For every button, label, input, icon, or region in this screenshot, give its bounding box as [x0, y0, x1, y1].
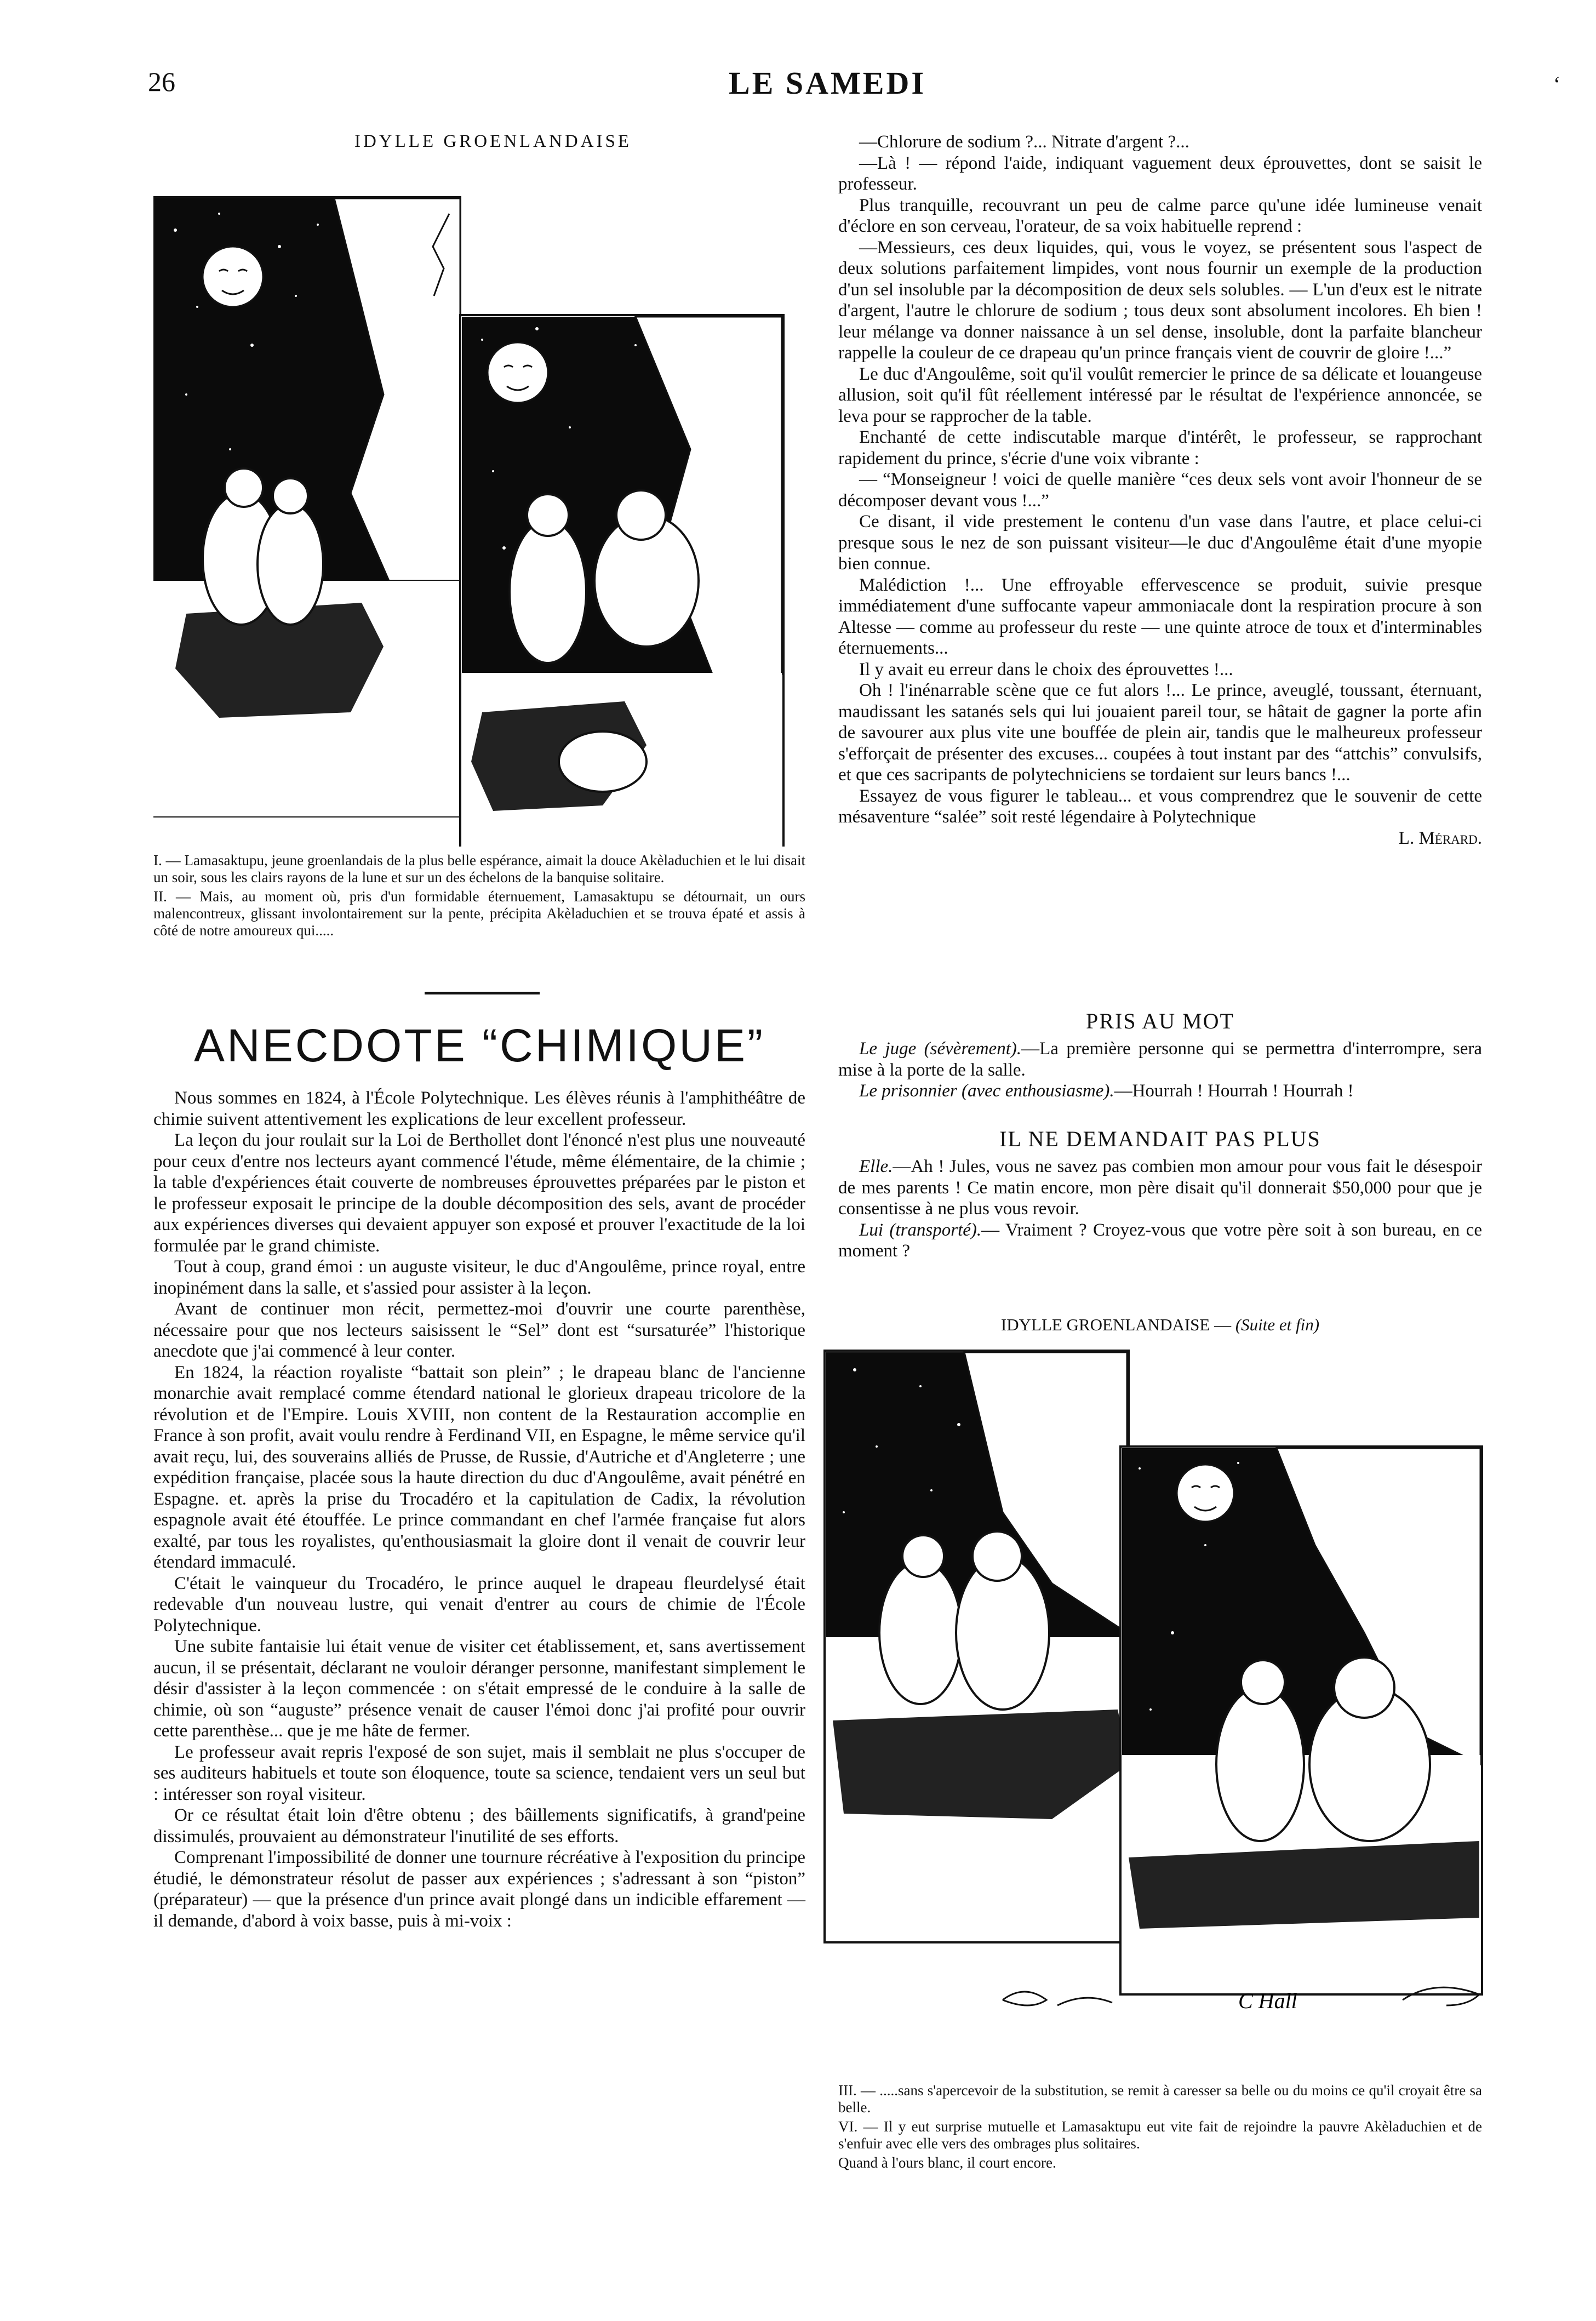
eskimo-akeladuchien-i	[258, 504, 323, 625]
caption-end: Quand à l'ours blanc, il court encore.	[838, 2154, 1056, 2171]
line: —Ah ! Jules, vous ne savez pas combien mon amour pour vous fait le désespoir de mes parents ! Ce matin encore, mon père disait qu'il donnerait $50,000 pour que je consentisse à ne plus vous revoir.	[838, 1157, 1482, 1219]
paragraph: En 1824, la réaction royaliste “battait son plein” ; le drapeau blanc de l'ancienne monarchie avait remplacé comme étendard national le glorieux drapeau tricolore de la révolution et de l'Empire. Louis XVIII, non content de la Restauration accomplie en France à son profit, avait voulu rendre à Ferdinand VII, en Espagne, le même service qu'il avait reçu, lui, des souverains alliés de Prusse, de Russie, d'Autriche et d'Angleterre ; une expédition française, placée sous la haute direction du duc d'Angoulême, avait pénétré en Espagne. et. après la prise du Trocadéro et la capitulation de Cadix, la révolution espagnole avait été étouffée. Le prince commandant en chef l'armée française fut alors exalté, par tous les royalistes, qu'enthousiasmait la gloire dont il venait de couvrir leur étendard immaculé.	[153, 1362, 805, 1572]
speaker: Le prisonnier (avec enthousiasme).	[859, 1081, 1114, 1101]
paragraph: Or ce résultat était loin d'être obtenu ; des bâillements significatifs, à grand'peine dissimulés, prouvaient au démonstrateur l'inutilité de ses efforts.	[153, 1805, 805, 1846]
moon-face-iv	[1177, 1465, 1234, 1522]
paragraph: Une subite fantaisie lui était venue de visiter cet établissement, et, sans avertissement aucun, il se présentait, déclarant ne vouloir déranger personne, manifestant simplement le désir d'assister à la leçon commencée : on s'était empressé de le conduire à la salle de chimie, où son “auguste” présence venait de causer l'émoi donc j'ai profité pour ouvrir cette parenthèse... que je me hâte de fermer.	[153, 1637, 805, 1741]
paragraph: Avant de continuer mon récit, permettez-moi d'ouvrir une courte parenthèse, nécessaire pour que nos lecteurs saisissent le “Sel” dont est “sursaturée” l'historique anecdote que j'ai commencé à leur conter.	[153, 1299, 805, 1361]
eskimo-sneezing-ii	[510, 521, 586, 663]
eskimo-iii	[879, 1562, 962, 1704]
right-column	[838, 132, 1482, 849]
demandait-title: IL NE DEMANDAIT PAS PLUS	[999, 1127, 1321, 1151]
pris-au-mot-title: PRIS AU MOT	[1086, 1009, 1234, 1033]
paragraph: Essayez de vous figurer le tableau... et vous comprendrez que le souvenir de cette mésaventure “salée” soit resté légendaire à Polytechnique	[838, 786, 1482, 827]
anecdote-title: ANECDOTE “CHIMIQUE”	[194, 1020, 765, 1071]
paragraph: —Messieurs, ces deux liquides, qui, vous le voyez, se présentent sous l'aspect de deux solutions parfaitement limpides, vont nous fournir un exemple de la production d'un sel insoluble par la décomposition de deux sels solubles. — L'un d'eux est le nitrate d'argent, l'autre le chlorure de sodium ; tous deux sont absolument incolores. Eh bien ! leur mélange va donner naissance à un sel dense, insoluble, dont la parfaite blancheur rappelle la couleur de ce drapeau qu'un prince français vient de couvrir de gloire !...”	[838, 237, 1482, 363]
pris-au-mot-body	[838, 1038, 1482, 1102]
speaker: Elle.	[859, 1157, 893, 1176]
paragraph: Ce disant, il vide prestement le contenu d'un vase dans l'autre, et place celui-ci presque sous le nez de son puissant visiteur—le duc d'Angoulême était d'une myopie bien connue.	[838, 512, 1482, 574]
idylle2-suffix: (Suite et fin)	[1235, 1315, 1320, 1334]
paragraph: Le professeur avait repris l'exposé de son sujet, mais il semblait ne plus s'occuper de ses auditeurs habituels et toute son éloquence, toute sa science, tendaient vers un seul but : intéresser son royal visiteur.	[153, 1742, 805, 1804]
idylle2-captions	[838, 2082, 1482, 2174]
demandait-body	[838, 1156, 1482, 1262]
corner-mark: ʻ	[1553, 72, 1561, 96]
speaker: Le juge (sévèrement).	[859, 1039, 1022, 1059]
paragraph: Plus tranquille, recouvrant un peu de calme parce qu'une idée lumineuse venait d'éclore en son cerveau, l'orateur, de sa voix habituelle reprend :	[838, 195, 1482, 236]
speaker: Lui (transporté).	[859, 1220, 982, 1240]
paragraph: —Là ! — répond l'aide, indiquant vaguement deux éprouvettes, dont se saisit le professeur.	[838, 153, 1482, 194]
caption-i: I. — Lamasaktupu, jeune groenlandais de la plus belle espérance, aimait la douce Akèladuchien et le lui disait un soir, sous les clairs rayons de la lune et sur un des échelons de la banquise solitaire.	[153, 852, 805, 885]
caption-iii: III. — .....sans s'apercevoir de la substitution, se remit à caresser sa belle ou du moins ce qu'il croyait être sa belle.	[838, 2082, 1482, 2116]
masthead: LE SAMEDI	[729, 65, 926, 101]
eskimo-fallen-ii	[559, 731, 647, 792]
moon-face-ii	[488, 342, 548, 403]
line: — Vraiment ? Croyez-vous que votre père soit à son bureau, en ce moment ?	[838, 1220, 1482, 1261]
paragraph: — “Monseigneur ! voici de quelle manière “ces deux sels vont avoir l'honneur de se décomposer devant vous !...”	[838, 470, 1482, 511]
paragraph: La leçon du jour roulait sur la Loi de Berthollet dont l'énoncé n'est plus une nouveauté pour ceux d'entre nos lecteurs ayant commencé l'étude, même élémentaire, de la chimie ; la table d'expériences était couverte de nombreuses éprouvettes préparées par le piston et le professeur exposait le principe de la double décomposition des sels, avant de procéder aux expériences diverses qui devaient appuyer son exposé et prouver l'exactitude de la loi formulée par le grand chimiste.	[153, 1130, 805, 1256]
artist-signature: C Hall	[1238, 1988, 1297, 2013]
paragraph: Oh ! l'inénarrable scène que ce fut alors !... Le prince, aveuglé, toussant, éternuant, maudissant les satanés sels qui lui jouaient pareil tour, se hâtait de gagner la porte afin de savourer aux plus vite une bouffée de plein air, tandis que le malheureux professeur s'efforçait de présenter des excuses... coupées à tout instant par des “attchis” convulsifs, et que ces sacripants de polytechniciens se tordaient sur leurs bancs !...	[838, 681, 1482, 785]
page-number: 26	[148, 66, 175, 97]
paragraph: Enchanté de cette indiscutable marque d'intérêt, le professeur, se rapprochant rapidement du prince, s'écrie d'une voix vibrante :	[838, 427, 1482, 468]
paragraph: Malédiction !... Une effroyable effervescence se produit, suivie presque immédiatement d'une suffocante vapeur ammoniacale dont la respiration procure à son Altesse — comme au professeur du reste — une quinte atroce de toux et d'interminables éternuements...	[838, 575, 1482, 658]
idylle-illustration-3-4	[822, 1348, 1490, 2082]
idylle2-title: IDYLLE GROENLANDAISE —	[1000, 1315, 1232, 1334]
caption-ii: II. — Mais, au moment où, pris d'un formidable éternuement, Lamasaktupu se détournait, un ours malencontreux, glissant involontairement sur la pente, précipita Akèladuchien et se trouva épaté et assis à côté de notre amoureux qui.....	[153, 888, 805, 939]
paragraph: Comprenant l'impossibilité de donner une tournure récréative à l'exposition du principe étudié, le démonstrateur résolut de passer aux expériences ; s'adressant à son “piston” (préparateur) — que la présence d'un prince avait plongé dans un indicible effarement — il demande, d'abord à voix basse, puis à mi-voix :	[153, 1848, 805, 1931]
line: —Hourrah ! Hourrah ! Hourrah !	[1114, 1081, 1354, 1101]
idylle-title: IDYLLE GROENLANDAISE	[354, 132, 632, 151]
idylle-captions	[153, 852, 805, 941]
line: —La première personne qui se permettra d'interrompre, sera mise à la porte de la salle.	[838, 1039, 1482, 1080]
caption-iv: VI. — Il y eut surprise mutuelle et Lamasaktupu eut vite fait de rejoindre la pauvre Akèladuchien et de s'enfuir avec elle vers des ombrages plus solitaires.	[838, 2118, 1482, 2152]
moon-face-i	[203, 247, 263, 307]
paragraph: Nous sommes en 1824, à l'École Polytechnique. Les élèves réunis à l'amphithéâtre de chimie suivent attentivement les explications de leur excellent professeur.	[153, 1088, 805, 1129]
signature: L. Mérard.	[1398, 828, 1482, 848]
paragraph: Il y avait eu erreur dans le choix des éprouvettes !...	[859, 659, 1233, 679]
eskimo-iv	[1216, 1688, 1304, 1841]
idylle-illustration-1-2	[153, 164, 816, 847]
paragraph: Tout à coup, grand émoi : un auguste visiteur, le duc d'Angoulême, prince royal, entre inopinément dans la salle, et s'assied pour assister à la leçon.	[153, 1257, 805, 1298]
divider-rule	[425, 992, 540, 994]
paragraph: C'était le vainqueur du Trocadéro, le prince auquel le drapeau fleurdelysé était redevable d'un nouveau lustre, qui venait d'entrer au cours de chimie de l'École Polytechnique.	[153, 1573, 805, 1636]
idylle2-heading	[838, 1315, 1482, 1335]
paragraph: —Chlorure de sodium ?... Nitrate d'argent ?...	[859, 132, 1189, 152]
anecdote-column	[153, 1088, 805, 1931]
paragraph: Le duc d'Angoulême, soit qu'il voulût remercier le prince de sa délicate et louangeuse allusion, soit qu'il fût réellement intéressé par le résultat de l'expérience annoncée, se leva pour se rapprocher de la table.	[838, 364, 1482, 426]
